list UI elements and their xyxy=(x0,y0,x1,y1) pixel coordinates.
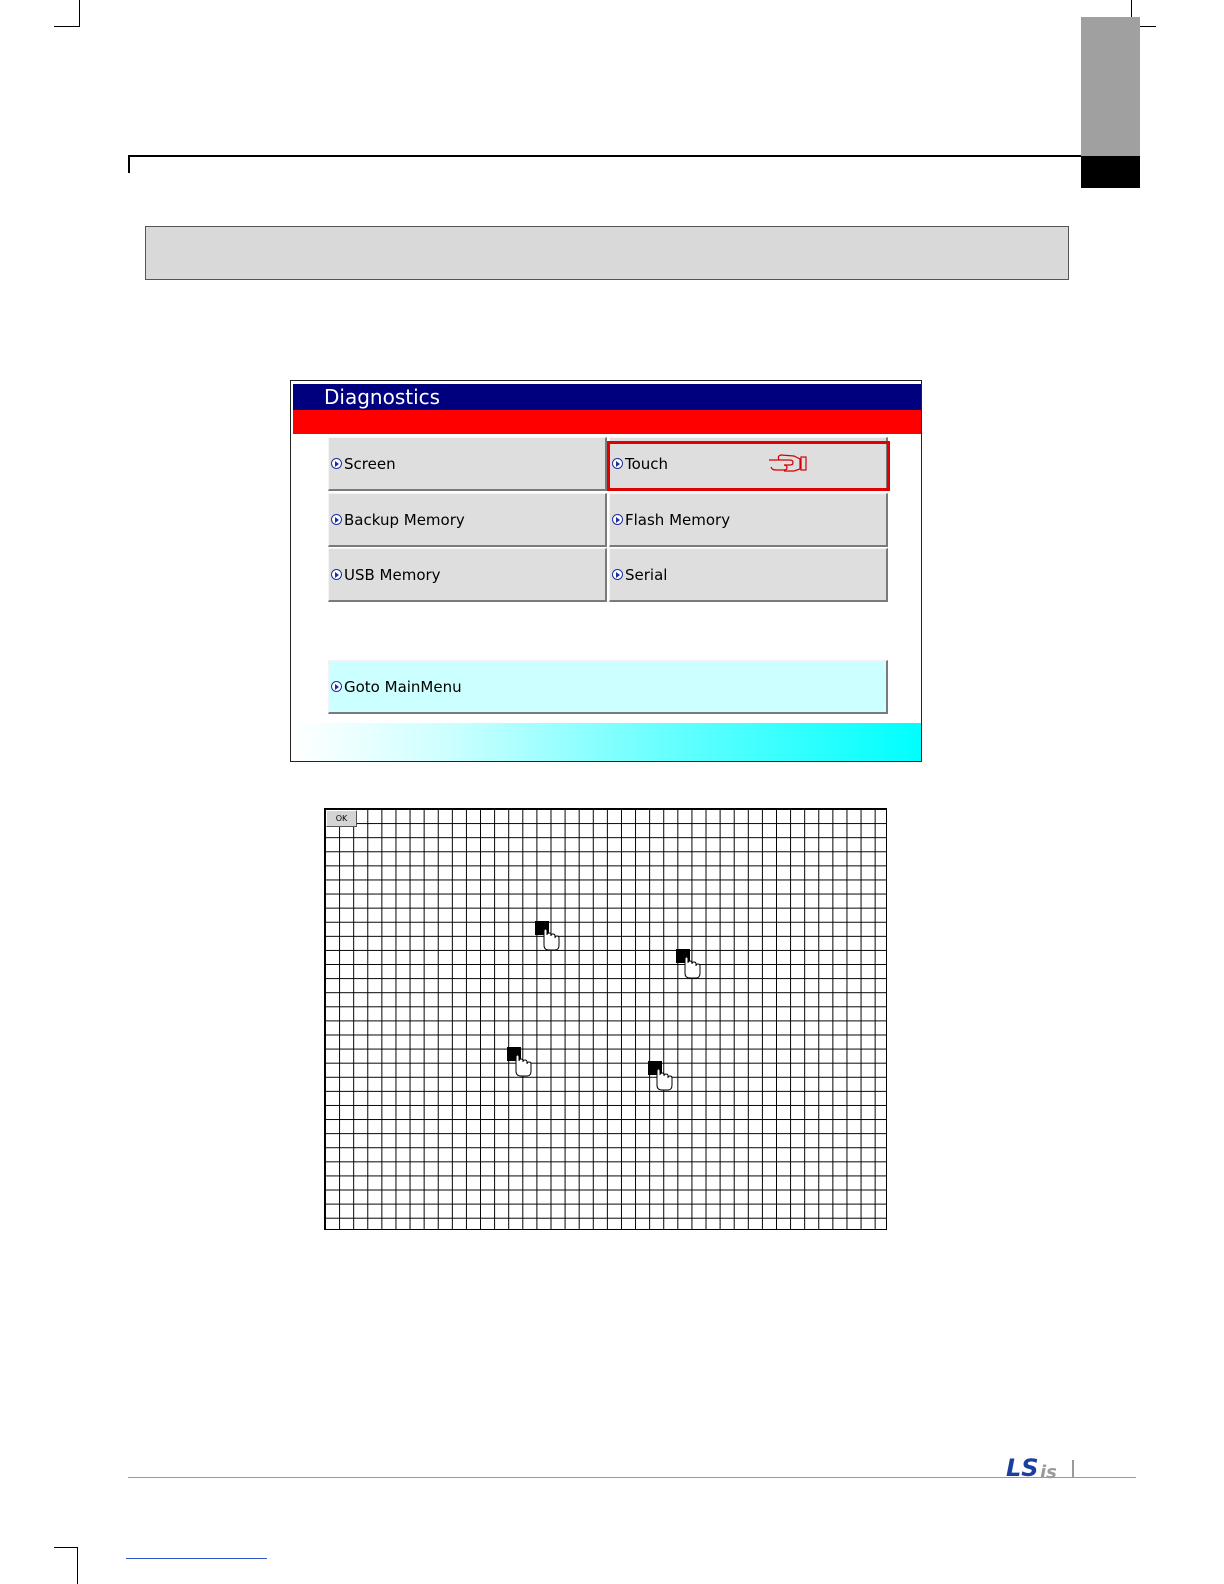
screen-button[interactable] xyxy=(328,437,607,491)
touch-button[interactable] xyxy=(609,437,888,491)
touch-point-marker xyxy=(676,949,710,983)
touch-point-marker xyxy=(648,1061,682,1095)
footer-rule xyxy=(128,1477,1136,1478)
button-label: USB Memory xyxy=(344,565,441,584)
button-label: Serial xyxy=(625,565,668,584)
crop-mark xyxy=(77,1547,78,1584)
button-label: Touch xyxy=(625,454,669,473)
hand-cursor-icon xyxy=(657,1069,672,1090)
button-label: Flash Memory xyxy=(625,510,731,529)
button-label: Goto MainMenu xyxy=(344,677,462,696)
accent-bar xyxy=(293,410,921,434)
section-heading-box xyxy=(145,226,1069,280)
circle-arrow-icon xyxy=(331,681,342,692)
header-rule xyxy=(128,155,1081,157)
circle-arrow-icon xyxy=(612,514,623,525)
ok-button[interactable]: OK xyxy=(326,810,357,827)
ls-logo xyxy=(1006,1452,1086,1482)
backup-memory-button[interactable] xyxy=(328,493,607,547)
crop-mark xyxy=(79,0,80,27)
circle-arrow-icon xyxy=(331,458,342,469)
circle-arrow-icon xyxy=(331,514,342,525)
link-underline xyxy=(126,1558,267,1559)
hand-cursor-icon xyxy=(685,957,700,978)
crop-mark xyxy=(54,26,79,27)
touch-point-marker xyxy=(535,921,569,955)
flash-memory-button[interactable] xyxy=(609,493,888,547)
touch-test-grid[interactable] xyxy=(324,808,887,1230)
crop-mark xyxy=(54,1547,78,1548)
serial-button[interactable] xyxy=(609,548,888,602)
svg-text:LS: LS xyxy=(1006,1454,1039,1482)
chapter-tab-marker xyxy=(1081,156,1140,188)
gradient-footer xyxy=(293,723,921,761)
button-label: Backup Memory xyxy=(344,510,465,529)
svg-text:is: is xyxy=(1040,1462,1057,1482)
touch-point-marker xyxy=(507,1047,541,1081)
circle-arrow-icon xyxy=(331,569,342,580)
header-rule-tick xyxy=(128,155,130,173)
window-title: Diagnostics xyxy=(293,384,921,410)
circle-arrow-icon xyxy=(612,458,623,469)
goto-mainmenu-button[interactable] xyxy=(328,660,888,714)
hand-cursor-icon xyxy=(516,1055,531,1076)
button-label: Screen xyxy=(344,454,396,473)
hand-cursor-icon xyxy=(544,929,559,950)
chapter-tab xyxy=(1081,17,1140,156)
pointing-hand-icon xyxy=(768,452,810,474)
diagnostics-window xyxy=(290,380,922,762)
usb-memory-button[interactable] xyxy=(328,548,607,602)
circle-arrow-icon xyxy=(612,569,623,580)
